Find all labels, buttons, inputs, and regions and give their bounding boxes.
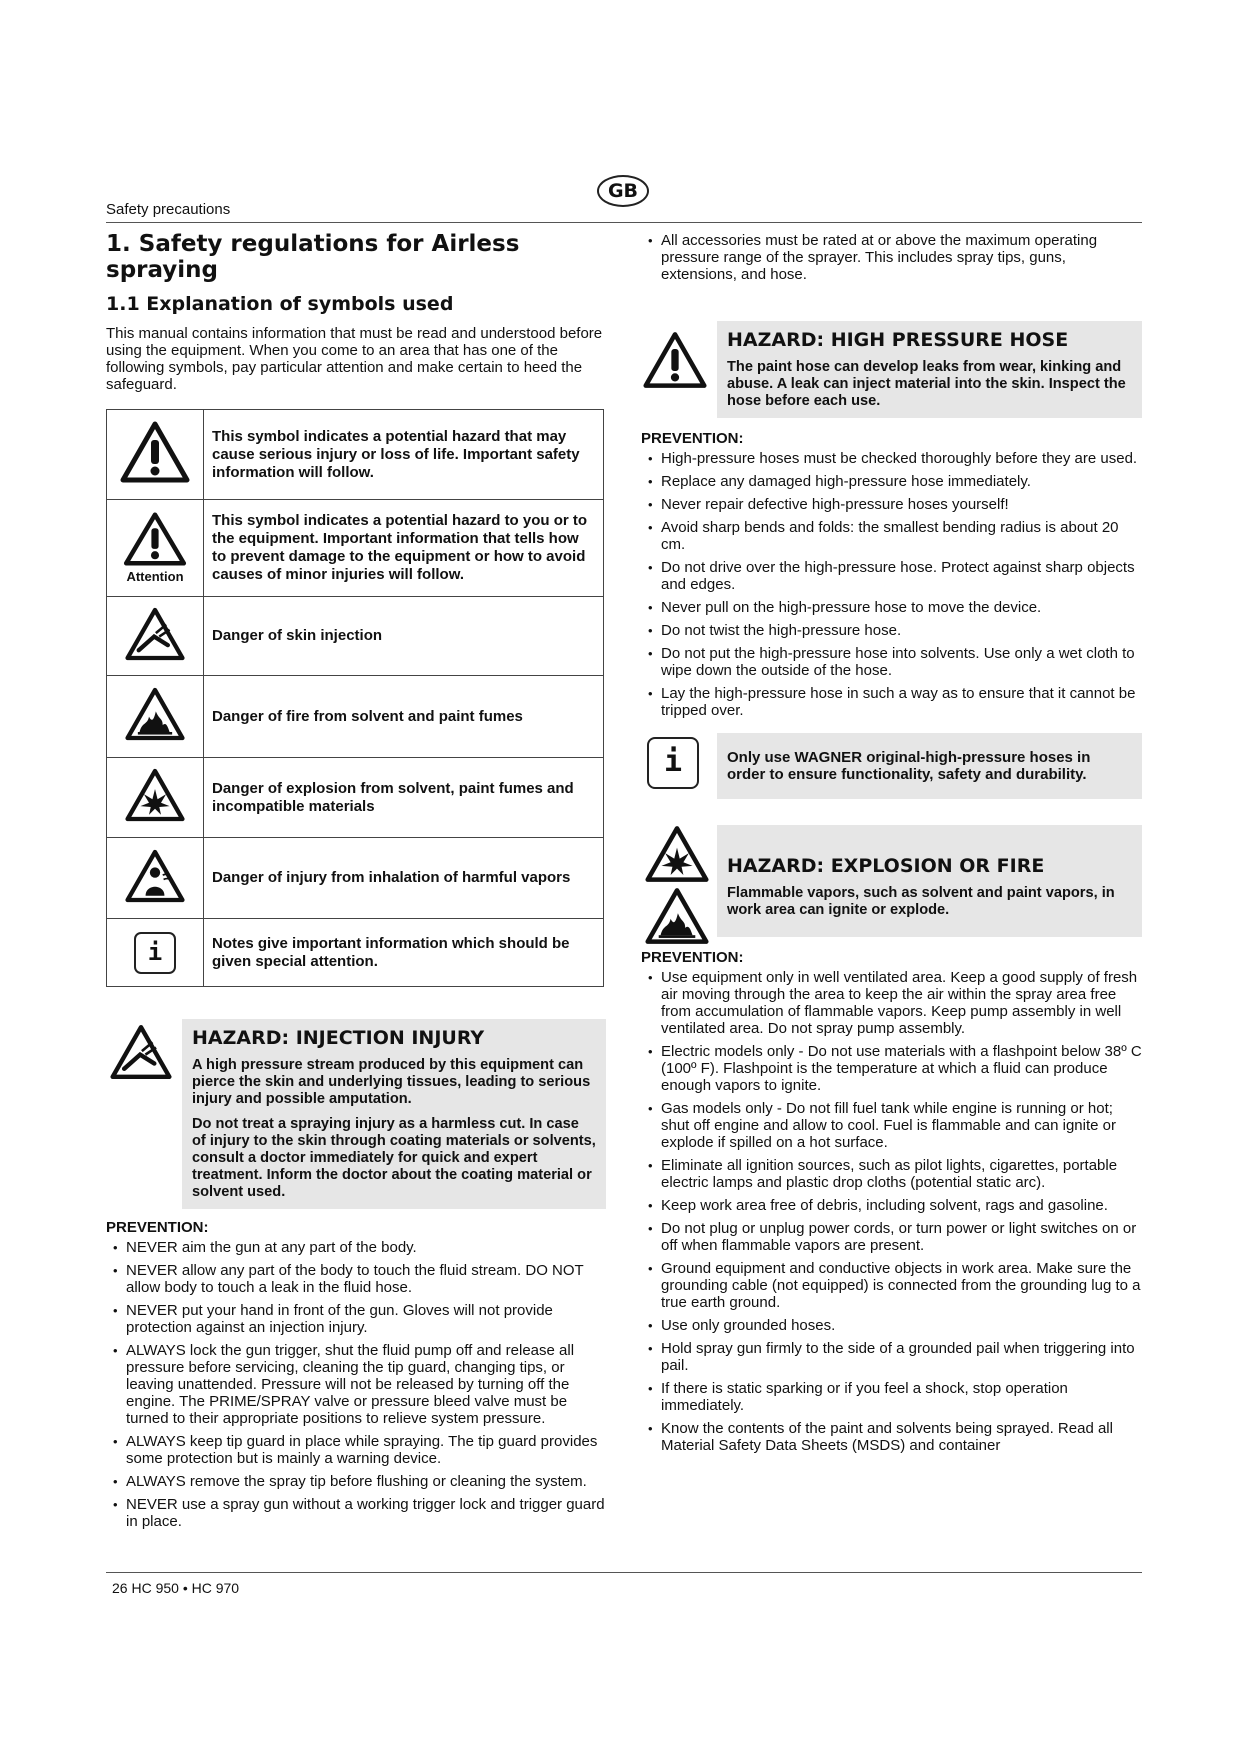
prevention-heading: PREVENTION:	[641, 430, 744, 447]
list-item: • High-pressure hoses must be checked thoroughly before they are used.	[641, 450, 1142, 467]
list-item: • Hold spray gun firmly to the side of a grounded pail when triggering into pail.	[641, 1340, 1142, 1374]
subsection-title: 1.1 Explanation of symbols used	[106, 293, 454, 315]
skin-injection-icon	[110, 1023, 172, 1086]
list-item: • NEVER use a spray gun without a working trigger lock and trigger guard in place.	[106, 1496, 606, 1530]
symbol-row	[107, 500, 604, 597]
list-item: • NEVER aim the gun at any part of the body.	[106, 1239, 606, 1256]
list-item: • Use equipment only in well ventilated area. Keep a good supply of fresh air moving through the area to keep the air within the spray area free from accumulation of flammable vapors. Keep pump assembly in well ventilated area. Do not spray pump assembly.	[641, 969, 1142, 1037]
list-item: • Do not plug or unplug power cords, or turn power or light switches on or off when flammable vapors are present.	[641, 1220, 1142, 1254]
header-rule	[106, 222, 1142, 223]
fire-hazard-block	[641, 825, 1142, 937]
country-badge: GB	[597, 175, 649, 207]
explosion-icon	[107, 758, 204, 838]
fire-icon	[107, 676, 204, 758]
hazard-box	[717, 321, 1142, 418]
symbol-table	[106, 409, 604, 987]
symbol-description: Danger of injury from inhalation of harmful vapors	[204, 838, 604, 919]
hazard-text: The paint hose can develop leaks from wear, kinking and abuse. A leak can inject material into the skin. Inspect the hose before each use.	[727, 359, 1126, 409]
list-item: • Ground equipment and conductive objects in work area. Make sure the grounding cable (not equipped) is connected from the grounding lug to a true earth ground.	[641, 1260, 1142, 1311]
list-item: • Electric models only - Do not use materials with a flashpoint below 38º C (100º F). Flashpoint is the temperature at which a fluid can produce enough vapors to ignite.	[641, 1043, 1142, 1094]
list-item: • Never pull on the high-pressure hose to move the device.	[641, 599, 1142, 616]
symbol-description: Danger of skin injection	[204, 597, 604, 676]
inhalation-icon	[107, 838, 204, 919]
running-head: Safety precautions	[106, 201, 231, 218]
symbol-row	[107, 410, 604, 500]
accessories-list	[641, 232, 1142, 283]
hazard-text: Flammable vapors, such as solvent and paint vapors, in work area can ignite or explode.	[727, 885, 1115, 918]
page-footer: 26 HC 950 • HC 970	[112, 1580, 240, 1596]
right-column	[641, 232, 1142, 1460]
list-item: • Gas models only - Do not fill fuel tank while engine is running or hot; shut off engine and allow to cool. Fuel is flammable and can ignite or explode if spilled on a hot surface.	[641, 1100, 1142, 1151]
symbol-description: This symbol indicates a potential hazard to you or to the equipment. Important information that tells how to prevent damage to the equipment or how to avoid causes of minor injuries will follow.	[204, 500, 604, 597]
explosion-icon	[645, 825, 709, 888]
hazard-title: HAZARD: EXPLOSION OR FIRE	[727, 855, 1045, 877]
symbol-description: Notes give important information which should be given special attention.	[204, 919, 604, 987]
attention-triangle-icon	[107, 500, 204, 597]
list-item: • ALWAYS lock the gun trigger, shut the fluid pump off and release all pressure before servicing, cleaning the tip guard, changing tips, or leaving unattended. Pressure will not be released by turning off the engine. The PRIME/SPRAY valve or pressure bleed valve must be turned to their appropriate positions to relieve system pressure.	[106, 1342, 606, 1427]
list-item: • Avoid sharp bends and folds: the smallest bending radius is about 20 cm.	[641, 519, 1142, 553]
hazard-text: Do not treat a spraying injury as a harmless cut. In case of injury to the skin through coating materials or solvents, consult a doctor immediately for quick and expert treatment. Inform the doctor about the coating material or solvent used.	[192, 1116, 596, 1200]
list-item: • NEVER put your hand in front of the gun. Gloves will not provide protection against an injection injury.	[106, 1302, 606, 1336]
injection-hazard-block	[106, 1019, 606, 1209]
symbol-row	[107, 758, 604, 838]
hazard-title: HAZARD: INJECTION INJURY	[192, 1027, 485, 1049]
list-item: • Keep work area free of debris, including solvent, rags and gasoline.	[641, 1197, 1142, 1214]
warning-triangle-icon	[643, 331, 707, 394]
symbol-row	[107, 676, 604, 758]
intro-paragraph: This manual contains information that must be read and understood before using the equipment. When you come to an area that has one of the following symbols, pay particular attention and make certain to heed the safeguard.	[106, 325, 603, 393]
list-item: • ALWAYS keep tip guard in place while spraying. The tip guard provides some protection but is mainly a warning device.	[106, 1433, 606, 1467]
note-block	[641, 733, 1142, 799]
attention-label: Attention	[126, 569, 184, 584]
list-item: • Do not twist the high-pressure hose.	[641, 622, 1142, 639]
list-item: • Use only grounded hoses.	[641, 1317, 1142, 1334]
symbol-description: Danger of fire from solvent and paint fumes	[204, 676, 604, 758]
list-item: • Eliminate all ignition sources, such as pilot lights, cigarettes, portable electric lamps and plastic drop cloths (potential static arc).	[641, 1157, 1142, 1191]
note-box: Only use WAGNER original-high-pressure hoses in order to ensure functionality, safety and durability.	[717, 733, 1142, 799]
prevention-list	[106, 1239, 606, 1530]
info-icon: i	[107, 919, 204, 987]
list-item: • Do not drive over the high-pressure hose. Protect against sharp objects and edges.	[641, 559, 1142, 593]
list-item: • NEVER allow any part of the body to touch the fluid stream. DO NOT allow body to touch a leak in the fluid hose.	[106, 1262, 606, 1296]
symbol-row	[107, 838, 604, 919]
list-item: • If there is static sparking or if you feel a shock, stop operation immediately.	[641, 1380, 1142, 1414]
section-title: 1. Safety regulations for Airless spraying	[106, 231, 520, 283]
symbol-row	[107, 597, 604, 676]
hazard-box	[182, 1019, 606, 1209]
hazard-title: HAZARD: HIGH PRESSURE HOSE	[727, 329, 1069, 351]
footer-rule	[106, 1572, 1142, 1573]
skin-injection-icon	[107, 597, 204, 676]
prevention-heading: PREVENTION:	[641, 949, 744, 966]
warning-triangle-icon	[107, 410, 204, 500]
prevention-heading: PREVENTION:	[106, 1219, 209, 1236]
hazard-text: A high pressure stream produced by this equipment can pierce the skin and underlying tissues, leading to serious injury and possible amputation.	[192, 1057, 591, 1107]
list-item: • ALWAYS remove the spray tip before flushing or cleaning the system.	[106, 1473, 606, 1490]
list-item: • Know the contents of the paint and solvents being sprayed. Read all Material Safety Data Sheets (MSDS) and container	[641, 1420, 1142, 1454]
list-item: • Lay the high-pressure hose in such a way as to ensure that it cannot be tripped over.	[641, 685, 1142, 719]
list-item: • Replace any damaged high-pressure hose immediately.	[641, 473, 1142, 490]
fire-icon	[645, 887, 709, 950]
hazard-box	[717, 825, 1142, 937]
hose-prevention-list	[641, 450, 1142, 719]
fire-prevention-list	[641, 969, 1142, 1454]
left-column	[106, 228, 606, 1536]
list-item: • Do not put the high-pressure hose into solvents. Use only a wet cloth to wipe down the outside of the hose.	[641, 645, 1142, 679]
symbol-description: This symbol indicates a potential hazard that may cause serious injury or loss of life. Important safety information will follow.	[204, 410, 604, 500]
list-item: • Never repair defective high-pressure hoses yourself!	[641, 496, 1142, 513]
info-icon: i	[647, 737, 699, 789]
symbol-description: Danger of explosion from solvent, paint fumes and incompatible materials	[204, 758, 604, 838]
symbol-row	[107, 919, 604, 987]
list-item: • All accessories must be rated at or above the maximum operating pressure range of the sprayer. This includes spray tips, guns, extensions, and hose.	[641, 232, 1142, 283]
hose-hazard-block	[641, 321, 1142, 418]
